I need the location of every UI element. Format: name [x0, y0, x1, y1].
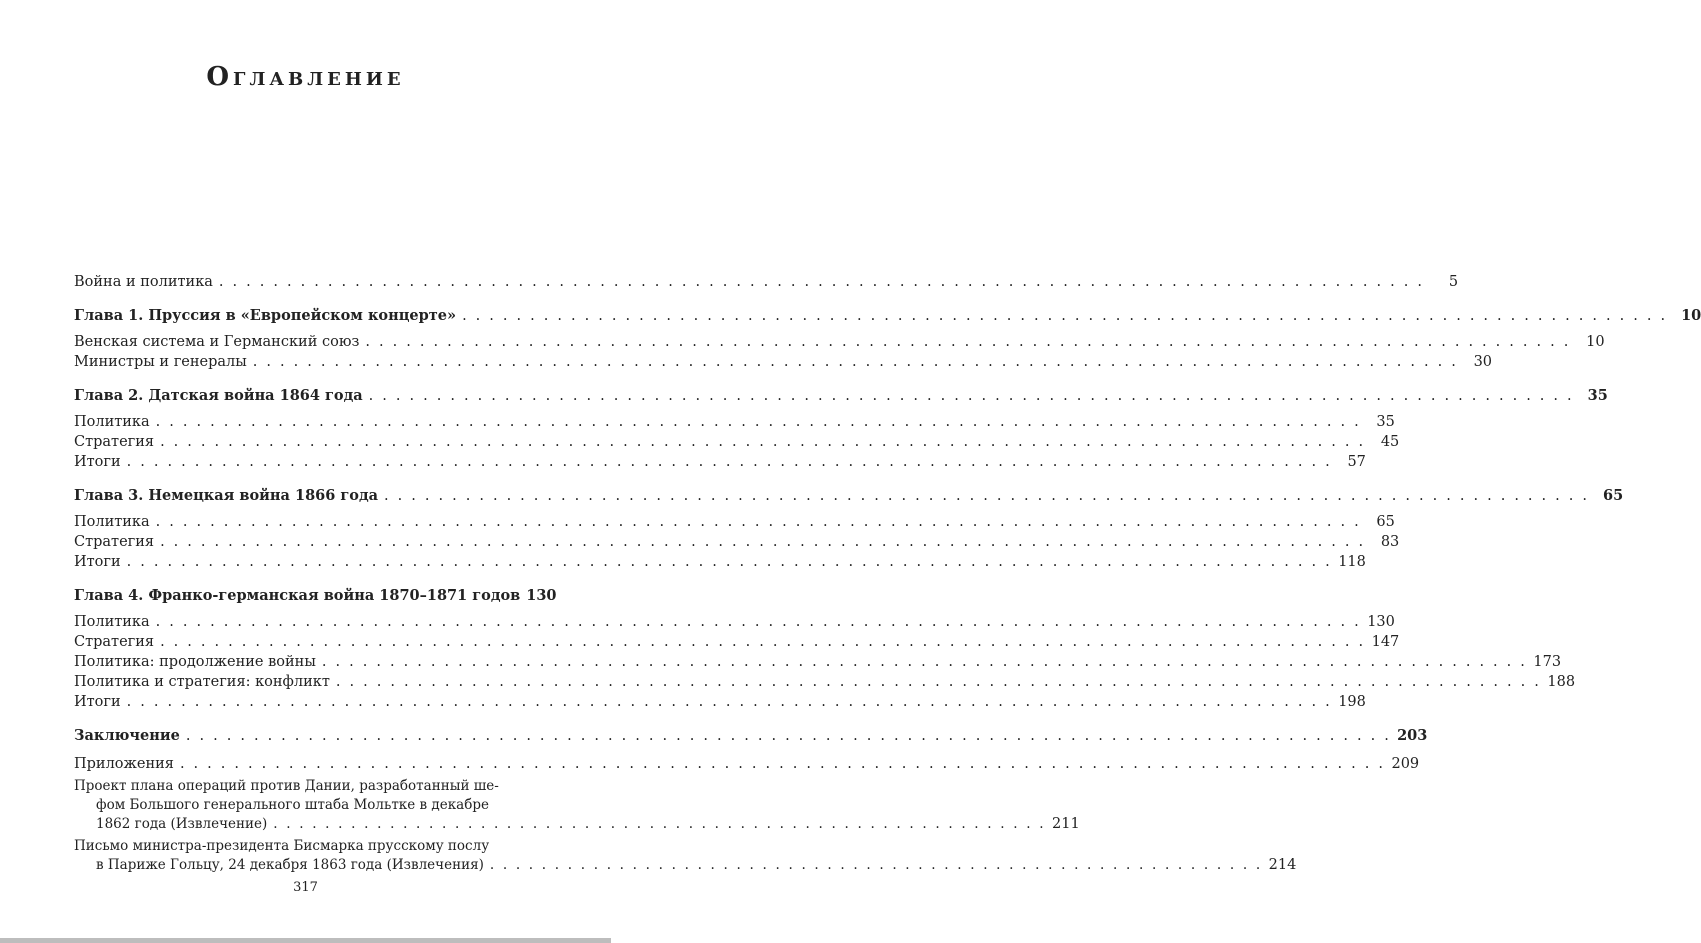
toc-entry-page: 130 — [1367, 614, 1395, 630]
dot-leader — [384, 486, 1589, 506]
toc-entry-title: Стратегия — [74, 434, 155, 450]
page-number: 317 — [293, 880, 318, 895]
toc-entry-page: 198 — [1338, 694, 1366, 710]
toc-appendices[interactable] — [74, 754, 1420, 774]
toc-entry-title: Глава 4. Франко-германская война 1870–1871 годов — [74, 587, 521, 604]
dot-leader — [160, 432, 1365, 452]
toc-entry-page: 118 — [1338, 554, 1366, 570]
toc-entry-title: Политика: продолжение войны — [74, 654, 316, 670]
dot-leader — [273, 815, 1045, 834]
toc-entry-ch2-strategy[interactable] — [74, 432, 1400, 452]
toc-appendix-1[interactable] — [74, 777, 1080, 834]
toc-entry-page: 130 — [526, 587, 557, 604]
toc-entry-page: 35 — [1587, 387, 1608, 404]
toc-entry-page: 30 — [1473, 354, 1493, 370]
dot-leader — [160, 532, 1365, 552]
toc-entry-title: Политика — [74, 614, 150, 630]
toc-entry-title: Глава 3. Немецкая война 1866 года — [74, 487, 378, 504]
toc-entry-page: 65 — [1376, 514, 1395, 530]
toc-entry-ch4-strategy[interactable] — [74, 632, 1400, 652]
toc-entry-intro[interactable] — [74, 272, 1459, 292]
toc-entry-page: 188 — [1547, 674, 1576, 690]
toc-entry-page: 83 — [1380, 534, 1400, 550]
toc-entry-page: 211 — [1052, 816, 1080, 832]
toc-entry-line: 1862 года (Извлечение) — [96, 816, 268, 832]
toc-entry-ch4-politics[interactable] — [74, 612, 1395, 632]
dot-leader — [127, 692, 1332, 712]
page-title: Оглавление — [206, 62, 405, 92]
dot-leader — [490, 856, 1262, 875]
toc-entry-title: Политика — [74, 414, 150, 430]
toc-entry-title: Заключение — [74, 727, 180, 744]
dot-leader — [365, 332, 1570, 352]
toc-entry-ch4-continuation[interactable] — [74, 652, 1562, 672]
toc-entry-page: 209 — [1391, 756, 1420, 772]
toc-entry-title: Министры и генералы — [74, 354, 247, 370]
toc-entry-page: 5 — [1448, 274, 1459, 290]
toc-chapter-2[interactable] — [74, 386, 1608, 406]
toc-entry-ch2-politics[interactable] — [74, 412, 1395, 432]
toc-entry-page: 45 — [1380, 434, 1400, 450]
toc-entry-title: Глава 2. Датская война 1864 года — [74, 387, 363, 404]
dot-leader — [127, 552, 1332, 572]
toc-chapter-4[interactable] — [74, 586, 557, 606]
toc-entry-page: 10 — [1586, 334, 1605, 350]
toc-entry-title: Политика и стратегия: конфликт — [74, 674, 330, 690]
dot-leader — [219, 272, 1424, 292]
toc-entry-ch4-results[interactable] — [74, 692, 1366, 712]
toc-entry-line: Проект плана операций против Дании, разработанный ше- — [74, 778, 499, 794]
toc-entry-title: Глава 1. Пруссия в «Европейском концерте» — [74, 307, 457, 324]
toc-entry-page: 203 — [1397, 727, 1428, 744]
toc-entry-ch3-results[interactable] — [74, 552, 1366, 572]
toc-entry-title: Венская система и Германский союз — [74, 334, 360, 350]
toc-entry-page: 214 — [1268, 857, 1297, 873]
toc-entry-page: 173 — [1533, 654, 1562, 670]
toc-entry-title: Итоги — [74, 694, 121, 710]
toc-entry-page: 65 — [1603, 487, 1624, 504]
bottom-border — [0, 938, 611, 943]
dot-leader — [253, 352, 1458, 372]
toc-entry-ch4-conflict[interactable] — [74, 672, 1576, 692]
toc-entry-ch2-results[interactable] — [74, 452, 1366, 472]
toc-entry-title: Война и политика — [74, 274, 213, 290]
toc-entry-title: Приложения — [74, 756, 174, 772]
toc-entry-page: 10 — [1681, 307, 1701, 324]
dot-leader — [156, 412, 1361, 432]
toc-entry-title: Итоги — [74, 454, 121, 470]
dot-leader — [336, 672, 1541, 692]
dot-leader — [156, 512, 1361, 532]
toc-entry-page: 147 — [1371, 634, 1400, 650]
toc-entry-line: в Париже Гольцу, 24 декабря 1863 года (Извлечения) — [96, 857, 484, 873]
toc-chapter-3[interactable] — [74, 486, 1624, 506]
dot-leader — [369, 386, 1574, 406]
dot-leader — [462, 306, 1667, 326]
dot-leader — [186, 726, 1391, 746]
toc-entry-title: Политика — [74, 514, 150, 530]
toc-chapter-1[interactable] — [74, 306, 1701, 326]
dot-leader — [160, 632, 1365, 652]
toc-entry-title: Итоги — [74, 554, 121, 570]
toc-entry-ministers[interactable] — [74, 352, 1493, 372]
toc-entry-page: 57 — [1347, 454, 1366, 470]
dot-leader — [322, 652, 1527, 672]
toc-entry-title: Стратегия — [74, 634, 155, 650]
toc-entry-title: Стратегия — [74, 534, 155, 550]
table-of-contents — [74, 272, 1701, 875]
toc-entry-ch3-politics[interactable] — [74, 512, 1395, 532]
toc-appendix-2[interactable] — [74, 837, 1297, 875]
toc-entry-vienna-system[interactable] — [74, 332, 1605, 352]
toc-entry-page: 35 — [1376, 414, 1395, 430]
toc-entry-line: Письмо министра-президента Бисмарка прусскому послу — [74, 838, 490, 854]
toc-entry-line: фом Большого генерального штаба Мольтке в декабре — [96, 797, 489, 813]
dot-leader — [127, 452, 1332, 472]
toc-entry-ch3-strategy[interactable] — [74, 532, 1400, 552]
dot-leader — [180, 754, 1385, 774]
toc-conclusion[interactable] — [74, 726, 1428, 746]
dot-leader — [156, 612, 1361, 632]
